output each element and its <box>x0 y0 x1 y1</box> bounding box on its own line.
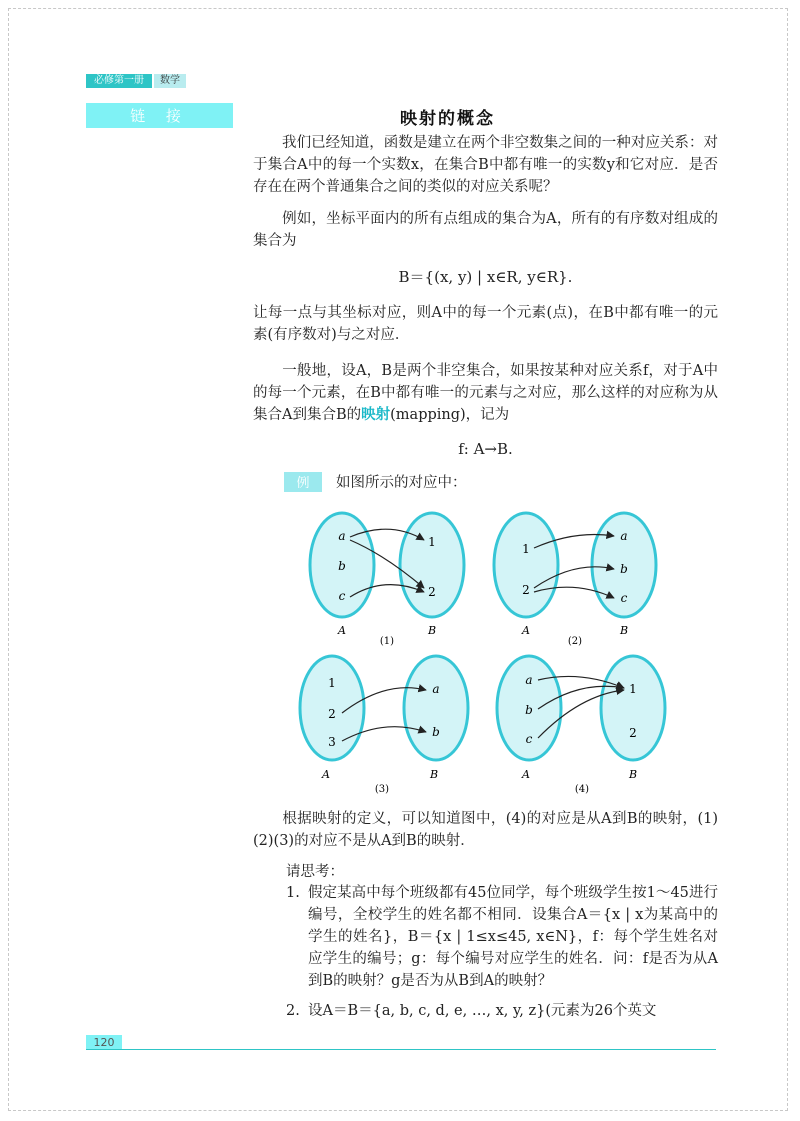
element-b: b <box>525 703 533 717</box>
set-b-equation: B＝{(x, y) | x∈R, y∈R}. <box>398 268 573 286</box>
diagram-1 <box>310 513 464 647</box>
element-2: 2 <box>629 726 637 740</box>
question-number: 1. <box>286 885 300 901</box>
element-2: 2 <box>328 707 336 721</box>
paragraph-4-text: 一般地，设A，B是两个非空集合，如果按某种对应关系f，对于A中的每一个元素，在B中都有唯一的元素与之对应，那么这样的对应称为从集合A到集合B的 <box>253 363 718 423</box>
question-number: 2. <box>286 1003 300 1019</box>
mapping-term: 映射 <box>361 406 391 423</box>
question-1 <box>286 882 718 992</box>
element-3: 3 <box>328 735 336 749</box>
page-number: 120 <box>86 1035 122 1050</box>
element-1: 1 <box>428 535 436 549</box>
label-b: B <box>619 624 629 637</box>
label-b: B <box>427 624 437 637</box>
caption-3: (3) <box>374 784 390 795</box>
link-tab: 链 接 <box>86 103 233 128</box>
caption-4: (4) <box>574 784 590 795</box>
set-b-ellipse <box>601 656 665 760</box>
label-b: B <box>628 768 638 781</box>
example-tag: 例 <box>284 472 322 492</box>
paragraph-3-text: 让每一点与其坐标对应，则A中的每一个元素(点)，在B中都有唯一的元素(有序数对)与之对应． <box>253 305 718 343</box>
caption-2: (2) <box>567 636 583 647</box>
label-a: A <box>322 768 330 781</box>
element-2: 2 <box>428 585 436 599</box>
subject-label: 数学 <box>154 74 186 88</box>
mapping-notation: f: A→B. <box>458 440 513 458</box>
element-2: 2 <box>522 583 530 597</box>
paragraph-5 <box>253 808 718 852</box>
label-a: A <box>522 624 530 637</box>
label-a: A <box>522 768 530 781</box>
element-a: a <box>525 673 533 687</box>
element-b: b <box>432 725 440 739</box>
paragraph-4-tail: (mapping)，记为 <box>390 407 510 423</box>
label-b: B <box>429 768 439 781</box>
diagram-3 <box>300 656 468 795</box>
caption-1: (1) <box>379 636 395 647</box>
set-b-ellipse <box>400 513 464 617</box>
element-a: a <box>338 529 346 543</box>
example-text: 如图所示的对应中： <box>336 475 467 491</box>
set-a-ellipse <box>494 513 558 617</box>
set-b-ellipse <box>404 656 468 760</box>
element-1: 1 <box>328 676 336 690</box>
element-b: b <box>620 562 628 576</box>
paragraph-2-text: 例如，坐标平面内的所有点组成的集合为A，所有的有序数对组成的集合为 <box>253 211 718 249</box>
element-1: 1 <box>522 542 530 556</box>
book-label: 必修第一册 <box>86 74 152 88</box>
question-text: 假定某高中每个班级都有45位同学，每个班级学生按1～45进行编号，全校学生的姓名都不相同．设集合A＝{x | x为某高中的学生的姓名}，B＝{x | 1≤x≤45, x∈N}，f：每个学生姓名对应学生的编号；g：每个编号对应学生的姓名．问：f是否为从A到B的映射？g是否为从B到A的映射？ <box>308 885 718 989</box>
element-1: 1 <box>629 682 637 696</box>
paragraph-5-text: 根据映射的定义，可以知道图中，(4)的对应是从A到B的映射，(1)(2)(3)的对应不是从A到B的映射． <box>253 811 718 849</box>
element-c: c <box>525 732 533 746</box>
section-title: 映射的概念 <box>400 109 495 129</box>
question-text: 设A＝B＝{a, b, c, d, e, …, x, y, z}(元素为26个英文 <box>308 1003 657 1019</box>
footer-rule <box>86 1049 716 1050</box>
diagram-4 <box>497 656 665 795</box>
element-c: c <box>338 589 346 603</box>
element-a: a <box>620 529 628 543</box>
question-2 <box>286 1000 718 1022</box>
label-a: A <box>338 624 346 637</box>
paragraph-1-text: 我们已经知道，函数是建立在两个非空数集之间的一种对应关系：对于集合A中的每一个实数x，在集合B中都有唯一的实数y和它对应．是否存在在两个普通集合之间的类似的对应关系呢？ <box>253 135 718 195</box>
think-heading: 请思考： <box>286 864 344 880</box>
element-b: b <box>338 559 346 573</box>
element-c: c <box>620 591 628 605</box>
element-a: a <box>432 682 440 696</box>
diagram-2 <box>494 513 656 647</box>
